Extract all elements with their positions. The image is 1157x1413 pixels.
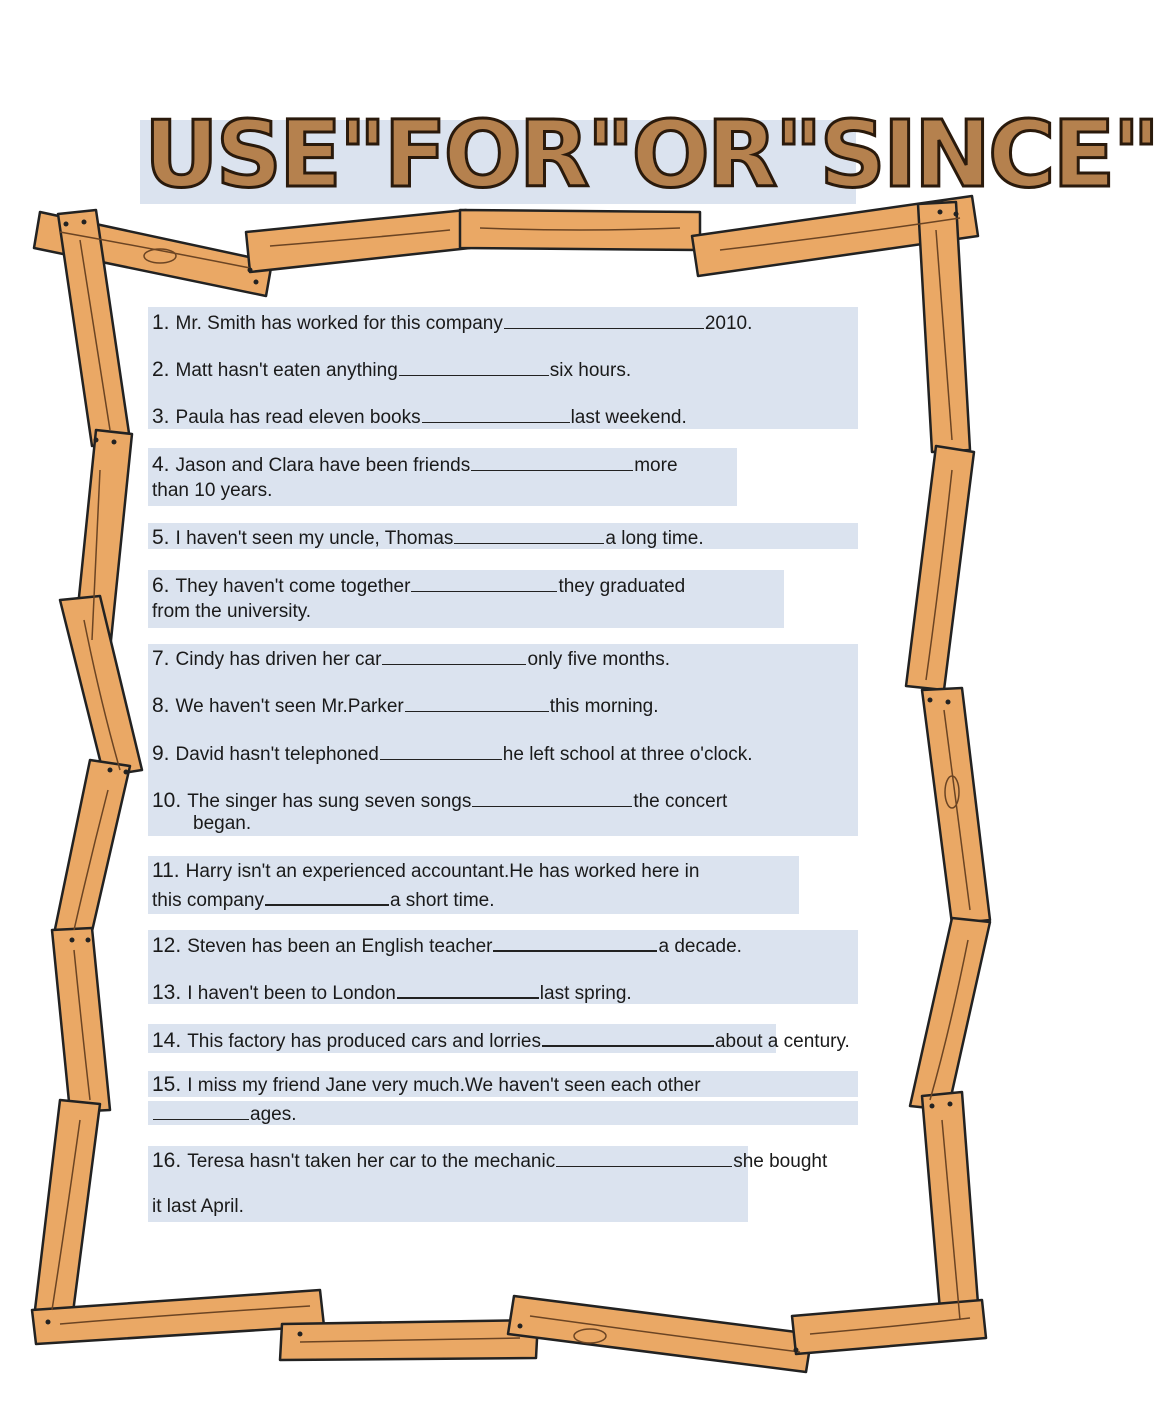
- question-text: Matt hasn't eaten anything: [175, 360, 398, 381]
- answer-blank[interactable]: [382, 646, 526, 665]
- question-text-after: last weekend.: [570, 407, 687, 428]
- question-10-continued: began.: [193, 813, 252, 834]
- question-text: Jason and Clara have been friends: [175, 455, 471, 476]
- answer-blank[interactable]: [504, 310, 704, 329]
- question-text-after: a long time.: [605, 528, 704, 549]
- question-text: Mr. Smith has worked for this company: [175, 313, 503, 334]
- question-4-continued: than 10 years.: [152, 480, 273, 501]
- question-text: this company: [152, 890, 264, 911]
- question-text: They haven't come together: [175, 576, 411, 597]
- question-text: Cindy has driven her car: [175, 649, 382, 670]
- question-number: 10.: [152, 789, 182, 812]
- question-number: 12.: [152, 934, 182, 957]
- question-7: [152, 646, 670, 672]
- question-4: [152, 452, 678, 478]
- question-text: I haven't been to London: [187, 983, 396, 1004]
- question-number: 2.: [152, 358, 170, 381]
- question-3: [152, 404, 687, 430]
- worksheet-title: USE"FOR"OR"SINCE": [144, 101, 1157, 208]
- answer-blank[interactable]: [153, 1101, 249, 1120]
- question-number: 14.: [152, 1029, 182, 1052]
- answer-blank[interactable]: [405, 693, 549, 712]
- question-number: 9.: [152, 742, 170, 765]
- question-number: 13.: [152, 981, 182, 1004]
- question-number: 11.: [152, 859, 180, 882]
- question-number: 5.: [152, 526, 170, 549]
- answer-blank[interactable]: [454, 525, 604, 544]
- question-text: The singer has sung seven songs: [187, 791, 472, 812]
- question-number: 8.: [152, 694, 170, 717]
- question-number: 16.: [152, 1149, 182, 1172]
- question-number: 3.: [152, 405, 170, 428]
- question-15: [152, 1073, 701, 1098]
- question-text-after: she bought: [733, 1151, 828, 1172]
- question-text-after: 2010.: [704, 313, 753, 334]
- question-number: 6.: [152, 574, 170, 597]
- question-2: [152, 357, 631, 383]
- answer-blank[interactable]: [399, 357, 549, 376]
- question-10: [152, 788, 727, 814]
- question-text: We haven't seen Mr.Parker: [175, 696, 404, 717]
- question-6-continued: from the university.: [152, 601, 312, 622]
- question-16: [152, 1148, 827, 1174]
- question-text-after: about a century.: [714, 1031, 850, 1052]
- answer-blank[interactable]: [556, 1148, 732, 1167]
- answer-blank[interactable]: [542, 1027, 714, 1047]
- question-text: I miss my friend Jane very much.We haven't seen each other: [187, 1075, 701, 1096]
- question-text-after: six hours.: [549, 360, 632, 381]
- question-text-after: a decade.: [658, 936, 742, 957]
- question-11-continued: [152, 886, 495, 913]
- question-text: Teresa hasn't taken her car to the mechanic: [187, 1151, 556, 1172]
- question-text: I haven't seen my uncle, Thomas: [175, 528, 454, 549]
- question-11: [152, 859, 699, 884]
- question-text-after: a short time.: [389, 890, 495, 911]
- question-8: [152, 693, 659, 719]
- question-number: 4.: [152, 453, 170, 476]
- question-16-continued: it last April.: [152, 1196, 244, 1217]
- question-6: [152, 573, 685, 599]
- answer-blank[interactable]: [397, 979, 539, 999]
- question-text: This factory has produced cars and lorries: [187, 1031, 541, 1052]
- question-number: 1.: [152, 311, 170, 334]
- answer-blank[interactable]: [471, 452, 633, 471]
- question-number: 15.: [152, 1073, 182, 1096]
- question-5: [152, 525, 704, 551]
- question-text-after: they graduated: [558, 576, 686, 597]
- question-13: [152, 979, 632, 1006]
- question-text: Paula has read eleven books: [175, 407, 421, 428]
- question-text-after: this morning.: [549, 696, 659, 717]
- question-text-after: only five months.: [527, 649, 671, 670]
- question-text: David hasn't telephoned: [175, 744, 379, 765]
- question-text-after: he left school at three o'clock.: [502, 744, 753, 765]
- question-15-continued: [152, 1101, 296, 1127]
- question-number: 7.: [152, 647, 170, 670]
- question-14: [152, 1027, 850, 1054]
- answer-blank[interactable]: [422, 404, 570, 423]
- question-9: [152, 741, 753, 767]
- question-text: Steven has been an English teacher: [187, 936, 493, 957]
- answer-blank[interactable]: [411, 573, 557, 592]
- question-text-after: last spring.: [539, 983, 632, 1004]
- question-1: [152, 310, 752, 336]
- question-12: [152, 932, 742, 959]
- question-text: Harry isn't an experienced accountant.He has worked here in: [185, 861, 700, 882]
- answer-blank[interactable]: [472, 788, 632, 807]
- question-text-after: more: [634, 455, 678, 476]
- answer-blank[interactable]: [380, 741, 502, 760]
- answer-blank[interactable]: [265, 886, 389, 906]
- question-text-after: ages.: [250, 1104, 297, 1125]
- answer-blank[interactable]: [493, 932, 657, 952]
- question-text-after: the concert: [633, 791, 728, 812]
